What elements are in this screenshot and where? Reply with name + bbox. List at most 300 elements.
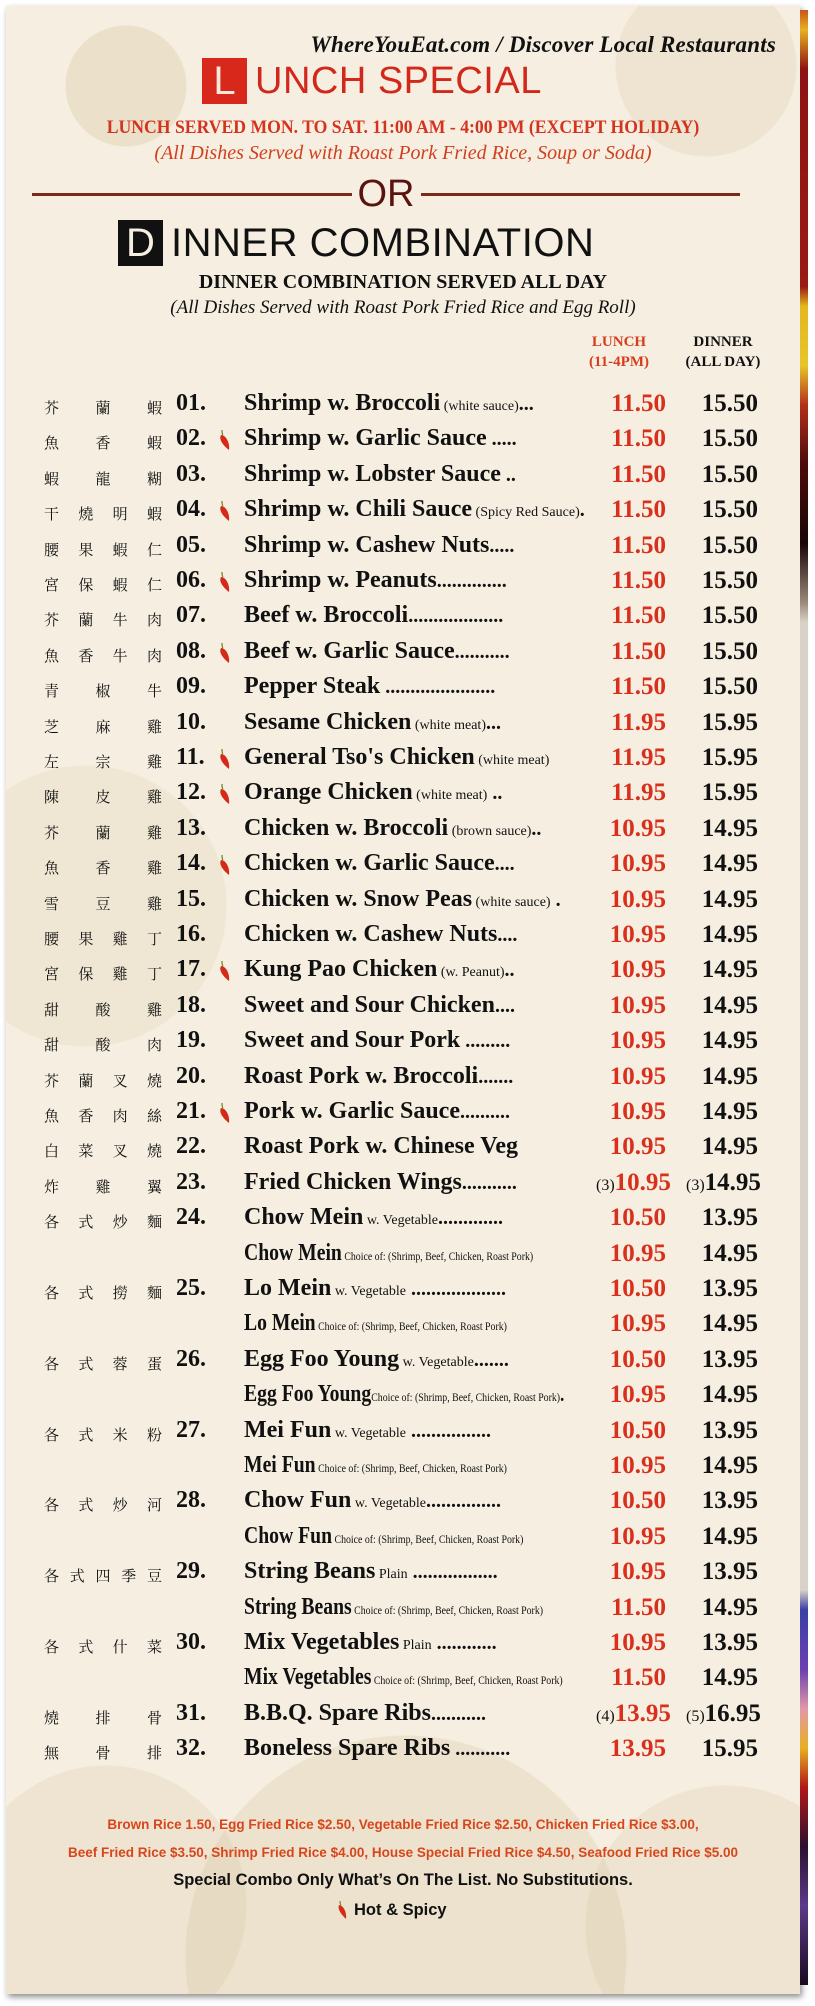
- chinese-name: [44, 1034, 162, 1055]
- chinese-character: 宮: [44, 576, 60, 594]
- item-number: 02.: [176, 425, 206, 452]
- item-note: Choice of: (Shrimp, Beef, Chicken, Roast Pork): [351, 1602, 544, 1617]
- chinese-character: 季: [121, 1567, 137, 1586]
- chinese-character: 蘭: [78, 611, 94, 630]
- chinese-character: 仁: [146, 576, 162, 594]
- chinese-character: 蘭: [78, 1071, 94, 1090]
- item-title: String Beans: [244, 1593, 352, 1620]
- chinese-name: [44, 468, 162, 489]
- dinner-price-value: 14.95: [704, 1168, 761, 1196]
- dinner-price-value: 14.95: [701, 1452, 758, 1479]
- chinese-character: 丁: [146, 930, 162, 948]
- lunch-price-value: 10.95: [614, 1168, 671, 1196]
- item-number: 15.: [176, 885, 206, 912]
- item-number: 23.: [176, 1168, 206, 1195]
- item-name: [244, 1629, 594, 1656]
- dinner-price: [686, 602, 758, 630]
- dinner-price: [686, 1275, 758, 1303]
- item-number: 30.: [176, 1629, 206, 1655]
- leader-dots: .: [560, 1384, 565, 1407]
- spicy-legend: [336, 1900, 447, 1920]
- chili-pepper-icon: [217, 500, 231, 522]
- menu-item-row: [6, 636, 800, 671]
- leader-dots: ....: [494, 994, 515, 1017]
- leader-dots: ..............: [436, 570, 507, 592]
- item-number: 21.: [176, 1098, 206, 1124]
- leader-dots: .............: [438, 1207, 503, 1230]
- chinese-character: 干: [44, 505, 60, 524]
- leader-dots: .: [550, 888, 561, 911]
- item-name: [244, 956, 594, 983]
- item-number: 01.: [176, 390, 206, 416]
- chinese-character: 甜: [44, 1036, 60, 1055]
- chinese-character: 蝦: [112, 540, 128, 559]
- item-note: (white sauce): [440, 399, 519, 414]
- item-number: 16.: [176, 921, 206, 947]
- chinese-character: 仁: [146, 540, 162, 559]
- chinese-name: [44, 503, 162, 524]
- chinese-name: [44, 539, 162, 560]
- dinner-title-text: INNER COMBINATION: [171, 220, 595, 265]
- item-note: w. Vegetable: [399, 1354, 474, 1370]
- chili-pepper-icon: [217, 854, 231, 876]
- dinner-price-value: 15.50: [701, 673, 758, 701]
- menu-item-row: [6, 1698, 800, 1733]
- lunch-price: [596, 956, 666, 984]
- chinese-character: 各: [44, 1638, 60, 1656]
- chinese-character: 香: [78, 1107, 94, 1125]
- item-title: Mix Vegetables: [244, 1664, 372, 1691]
- dinner-price-value: 13.95: [701, 1558, 758, 1586]
- item-title: B.B.Q. Spare Ribs: [244, 1699, 431, 1726]
- chinese-character: 蝦: [146, 505, 162, 524]
- item-number: 22.: [176, 1133, 206, 1160]
- item-title: Pork w. Garlic Sauce: [244, 1098, 460, 1124]
- item-title: Mei Fun: [244, 1416, 332, 1443]
- lunch-price-value: 11.50: [611, 496, 666, 524]
- lunch-column-header: [574, 332, 664, 372]
- chinese-name: [44, 786, 162, 807]
- chinese-character: 式: [78, 1354, 94, 1373]
- dinner-price-value: 14.95: [701, 1310, 758, 1338]
- dinner-price-value: 15.50: [701, 602, 758, 630]
- lunch-price-value: 11.95: [611, 708, 666, 736]
- chinese-character: 各: [44, 1284, 60, 1302]
- chili-pepper-icon: [217, 429, 231, 451]
- chinese-name: [44, 716, 162, 737]
- menu-item-row: [6, 600, 800, 635]
- item-title: Chicken w. Broccoli: [244, 814, 449, 841]
- chinese-character: 牛: [146, 682, 162, 701]
- lunch-price-value: 10.50: [609, 1275, 666, 1302]
- dinner-price: [686, 1381, 758, 1409]
- item-title: Egg Foo Young: [244, 1345, 400, 1372]
- item-title: Chicken w. Cashew Nuts: [244, 921, 498, 947]
- lunch-price-value: 10.95: [609, 1098, 666, 1125]
- dinner-price-value: 15.50: [701, 567, 758, 594]
- chinese-character: 宮: [44, 965, 60, 984]
- item-name: [244, 1063, 594, 1090]
- chinese-character: 腰: [44, 930, 60, 948]
- chinese-name: [44, 1636, 162, 1657]
- item-number: 29.: [176, 1558, 206, 1585]
- menu-item-row: [6, 1450, 800, 1485]
- item-name: [244, 1700, 594, 1727]
- chinese-character: 式: [78, 1284, 94, 1302]
- lunch-price: [596, 602, 666, 630]
- item-note: w. Vegetable: [331, 1284, 406, 1299]
- item-title: General Tso's Chicken: [244, 744, 475, 770]
- menu-item-row: [6, 954, 800, 989]
- item-title: Lo Mein: [244, 1275, 332, 1301]
- dinner-price: [686, 1310, 758, 1338]
- item-title: Mix Vegetables: [244, 1629, 400, 1655]
- chinese-name: [44, 1707, 162, 1728]
- lunch-price: [596, 1310, 666, 1338]
- menu-item-row: [6, 707, 800, 742]
- leader-dots: ................: [405, 1419, 491, 1442]
- menu-item-row: [6, 848, 800, 883]
- dinner-price-value: 15.50: [701, 496, 758, 524]
- chinese-character: 魚: [44, 434, 60, 453]
- lunch-price-value: 10.50: [609, 1487, 666, 1515]
- dinner-price: [686, 1204, 758, 1232]
- chinese-character: 各: [44, 1425, 60, 1444]
- item-name: [244, 709, 594, 736]
- item-note: (w. Peanut): [437, 965, 505, 981]
- leader-dots: ...........: [450, 1738, 511, 1761]
- item-number: 31.: [176, 1699, 206, 1726]
- chinese-character: 芥: [44, 611, 60, 630]
- chinese-name: [44, 963, 162, 984]
- dinner-price: [686, 1594, 758, 1622]
- item-note: w. Vegetable: [351, 1496, 427, 1512]
- chinese-character: 雞: [112, 965, 128, 984]
- lunch-price-value: 11.50: [611, 567, 666, 594]
- dinner-column-label: DINNER: [693, 334, 753, 350]
- dinner-price-value: 14.95: [701, 1098, 758, 1125]
- dinner-price-value: 14.95: [701, 1027, 758, 1055]
- chinese-character: 魚: [44, 1107, 60, 1125]
- chinese-character: 芥: [44, 399, 60, 417]
- item-note: (white meat): [411, 717, 486, 733]
- chinese-character: 蝦: [146, 434, 162, 453]
- lunch-price-value: 10.95: [609, 850, 666, 878]
- lunch-price: [596, 425, 666, 453]
- dinner-price-value: 14.95: [701, 991, 758, 1019]
- chinese-character: 椒: [95, 682, 111, 701]
- dinner-price-value: 16.95: [704, 1699, 761, 1727]
- lunch-hours: LUNCH SERVED MON. TO SAT. 11:00 AM - 4:00 PM (EXCEPT HOLIDAY): [106, 117, 700, 138]
- dinner-price-value: 15.50: [701, 460, 758, 488]
- chinese-character: 牛: [112, 646, 128, 665]
- item-title: Sesame Chicken: [244, 708, 412, 735]
- lunch-price: [596, 1417, 666, 1445]
- chinese-character: 青: [44, 682, 60, 701]
- item-name: [244, 1346, 594, 1373]
- item-name: [244, 1487, 594, 1514]
- dinner-quantity: (3): [686, 1176, 705, 1194]
- item-number: 25.: [176, 1275, 206, 1301]
- leader-dots: ..: [504, 959, 515, 982]
- chinese-name: [44, 1353, 162, 1374]
- chinese-name: [44, 1070, 162, 1091]
- item-note: (white meat): [474, 753, 550, 768]
- chinese-character: 左: [44, 753, 60, 771]
- leader-dots: ...: [485, 711, 501, 734]
- chinese-character: 翼: [146, 1177, 162, 1196]
- leader-dots: .................: [407, 1561, 498, 1584]
- menu-item-row: [6, 919, 800, 954]
- chinese-character: 菜: [78, 1142, 94, 1161]
- dinner-price-value: 14.95: [701, 1062, 758, 1090]
- item-note: w. Vegetable: [363, 1213, 438, 1229]
- item-note: (Spicy Red Sauce): [472, 505, 580, 521]
- menu-item-row: [6, 423, 800, 458]
- item-name: [244, 1240, 597, 1267]
- item-title: Pepper Steak: [244, 673, 381, 700]
- lunch-price: [596, 1063, 666, 1091]
- chili-pepper-icon: [217, 783, 231, 805]
- chinese-name: [44, 928, 162, 949]
- dinner-price-value: 13.95: [701, 1487, 758, 1515]
- dinner-hours: DINNER COMBINATION SERVED ALL DAY: [198, 271, 608, 293]
- lunch-price-value: 10.95: [609, 885, 666, 913]
- menu-item-row: [6, 565, 800, 600]
- chinese-name: [44, 1105, 162, 1126]
- chinese-character: 保: [78, 576, 94, 594]
- dinner-price: [686, 1735, 758, 1763]
- lunch-price: [596, 1133, 666, 1161]
- item-number: 05.: [176, 531, 206, 558]
- item-number: 20.: [176, 1062, 206, 1089]
- menu-item-row: [6, 1025, 800, 1060]
- leader-dots: ...........: [454, 640, 510, 663]
- chinese-character: 炒: [112, 1213, 128, 1232]
- lunch-price: [596, 1240, 666, 1268]
- dinner-price-value: 13.95: [701, 1204, 758, 1232]
- item-name: [244, 390, 594, 417]
- lunch-price: [596, 1699, 671, 1728]
- chinese-character: 雞: [146, 823, 162, 842]
- dinner-price-value: 14.95: [701, 1522, 758, 1550]
- item-title: Egg Foo Young: [244, 1381, 372, 1408]
- lunch-price: [596, 1487, 666, 1515]
- leader-dots: .....: [489, 534, 515, 557]
- lunch-price: [596, 567, 666, 595]
- item-number: 27.: [176, 1416, 206, 1443]
- menu-page: [6, 6, 800, 1994]
- lunch-price: [596, 886, 666, 914]
- chinese-character: 式: [69, 1567, 85, 1586]
- chinese-character: 宗: [95, 753, 111, 771]
- menu-item-row: [6, 494, 800, 529]
- item-note: (white meat): [412, 788, 488, 804]
- chinese-character: 香: [78, 646, 94, 665]
- lunch-price-value: 11.50: [611, 390, 666, 417]
- dinner-price-value: 14.95: [701, 1593, 758, 1621]
- dinner-price-value: 15.50: [701, 531, 758, 559]
- dinner-price: [686, 638, 758, 666]
- chinese-character: 蝦: [112, 576, 128, 594]
- menu-item-row: [6, 1485, 800, 1520]
- leader-dots: ...................: [408, 605, 504, 628]
- menu-item-row: [6, 1627, 800, 1662]
- chinese-character: 香: [95, 434, 111, 453]
- item-number: 06.: [176, 567, 206, 593]
- chinese-character: 燒: [146, 1071, 162, 1090]
- dinner-price: [686, 1487, 758, 1515]
- dinner-price-value: 14.95: [701, 1381, 758, 1409]
- item-name: [244, 1417, 594, 1444]
- dinner-price-value: 14.95: [701, 956, 758, 984]
- chinese-character: 皮: [95, 788, 111, 807]
- dinner-price-value: 14.95: [701, 814, 758, 842]
- menu-item-row: [6, 1556, 800, 1591]
- chili-pepper-icon: [217, 1102, 231, 1124]
- lunch-special-title: [202, 58, 542, 104]
- item-title: Chow Fun: [244, 1522, 333, 1549]
- chinese-character: 麵: [146, 1284, 162, 1302]
- lunch-price: [596, 1381, 666, 1409]
- chili-pepper-icon: [217, 571, 231, 593]
- dinner-price: [686, 1346, 758, 1374]
- dinner-price: [686, 1629, 758, 1657]
- item-number: 12.: [176, 779, 206, 806]
- item-name: [244, 1594, 597, 1621]
- chinese-character: 蘭: [95, 823, 111, 842]
- chinese-character: 雞: [95, 1177, 111, 1196]
- chinese-name: [44, 1176, 162, 1197]
- menu-item-row: [6, 388, 800, 423]
- item-name: [244, 1310, 597, 1337]
- chinese-character: 雞: [146, 859, 162, 878]
- chinese-name: [44, 893, 162, 914]
- lunch-price-value: 10.95: [609, 814, 666, 842]
- item-name: [244, 921, 594, 948]
- leader-dots: ....: [494, 853, 515, 876]
- item-name: [244, 673, 594, 700]
- chinese-character: 丁: [146, 965, 162, 984]
- leader-dots: ...........: [461, 1171, 517, 1194]
- chinese-character: 雞: [146, 753, 162, 771]
- dinner-price: [686, 390, 758, 418]
- leader-dots: ..: [487, 782, 503, 805]
- dinner-price: [686, 1417, 758, 1445]
- lunch-includes: (All Dishes Served with Roast Pork Fried Rice, Soup or Soda): [154, 142, 652, 164]
- lunch-price: [596, 850, 666, 878]
- dinner-price: [686, 461, 758, 489]
- chinese-name: [44, 822, 162, 843]
- dinner-price: [686, 779, 758, 807]
- dinner-price: [686, 1168, 761, 1197]
- leader-dots: ..: [531, 817, 542, 840]
- item-name: [244, 1169, 594, 1196]
- chinese-character: 魚: [44, 859, 60, 878]
- item-name: [244, 1381, 597, 1408]
- lunch-price-value: 11.50: [611, 637, 666, 665]
- lunch-price-value: 10.50: [609, 1416, 666, 1444]
- lunch-price-value: 11.50: [611, 1593, 666, 1621]
- menu-item-row: [6, 1344, 800, 1379]
- lunch-price-value: 13.95: [614, 1699, 671, 1727]
- lunch-price-value: 10.95: [609, 1629, 666, 1656]
- chinese-name: [44, 1494, 162, 1515]
- item-number: 03.: [176, 460, 206, 487]
- item-number: 09.: [176, 673, 206, 700]
- chinese-name: [44, 432, 162, 453]
- item-name: [244, 496, 594, 523]
- menu-item-row: [6, 990, 800, 1025]
- chinese-name: [44, 1424, 162, 1445]
- item-title: Sweet and Sour Pork: [244, 1027, 461, 1054]
- item-title: Lo Mein: [244, 1310, 316, 1337]
- chinese-character: 各: [44, 1567, 60, 1586]
- menu-item-row: [6, 1308, 800, 1343]
- chinese-character: 明: [112, 505, 128, 524]
- chinese-character: 什: [112, 1638, 128, 1656]
- lunch-price: [596, 461, 666, 489]
- item-name: [244, 886, 594, 913]
- dinner-price-value: 14.95: [701, 850, 758, 878]
- item-title: Shrimp w. Broccoli: [244, 390, 441, 416]
- item-title: Boneless Spare Ribs: [244, 1735, 451, 1762]
- dinner-price: [686, 1558, 758, 1586]
- item-title: Chicken w. Snow Peas: [244, 885, 473, 912]
- chinese-character: 酸: [95, 1000, 111, 1019]
- chinese-character: 各: [44, 1213, 60, 1232]
- chinese-character: 式: [78, 1638, 94, 1656]
- lunch-price-value: 10.95: [609, 1062, 666, 1090]
- chinese-character: 保: [78, 965, 94, 984]
- chinese-character: 四: [95, 1567, 111, 1586]
- lunch-column-hours: (11-4PM): [589, 354, 649, 370]
- lunch-price-value: 11.50: [611, 1664, 666, 1692]
- item-note: (brown sauce): [448, 823, 532, 839]
- menu-item-row: [6, 530, 800, 565]
- lunch-price: [596, 1168, 671, 1197]
- dinner-price-value: 15.95: [701, 1735, 758, 1763]
- chinese-character: 粉: [146, 1425, 162, 1444]
- lunch-quantity: (4): [596, 1707, 615, 1725]
- dinner-price-value: 14.95: [701, 885, 758, 913]
- dinner-price-value: 15.50: [701, 425, 758, 453]
- leader-dots: .......: [473, 1348, 509, 1371]
- chinese-character: 式: [78, 1213, 94, 1232]
- item-title: Beef w. Broccoli: [244, 602, 409, 629]
- item-note: Choice of: (Shrimp, Beef, Chicken, Roast Pork): [315, 1461, 507, 1475]
- chinese-character: 芥: [44, 823, 60, 842]
- lunch-price: [596, 1452, 666, 1480]
- lunch-price-value: 11.95: [611, 744, 666, 771]
- dinner-price: [686, 921, 758, 949]
- chinese-character: 糊: [146, 469, 162, 488]
- lunch-price: [596, 815, 666, 843]
- item-name: [244, 1027, 594, 1054]
- item-note: (white sauce): [472, 894, 551, 910]
- lunch-price-value: 10.95: [609, 921, 666, 948]
- chinese-character: 燒: [146, 1142, 162, 1161]
- leader-dots: ....: [497, 924, 518, 946]
- chinese-character: 炒: [112, 1496, 128, 1515]
- item-title: String Beans: [244, 1558, 376, 1585]
- item-title: Roast Pork w. Broccoli: [244, 1062, 479, 1089]
- chinese-character: 雞: [112, 930, 128, 948]
- lunch-price: [596, 1735, 666, 1763]
- dinner-price: [686, 709, 758, 737]
- lunch-price-value: 11.50: [611, 460, 666, 488]
- item-name: [244, 1133, 594, 1160]
